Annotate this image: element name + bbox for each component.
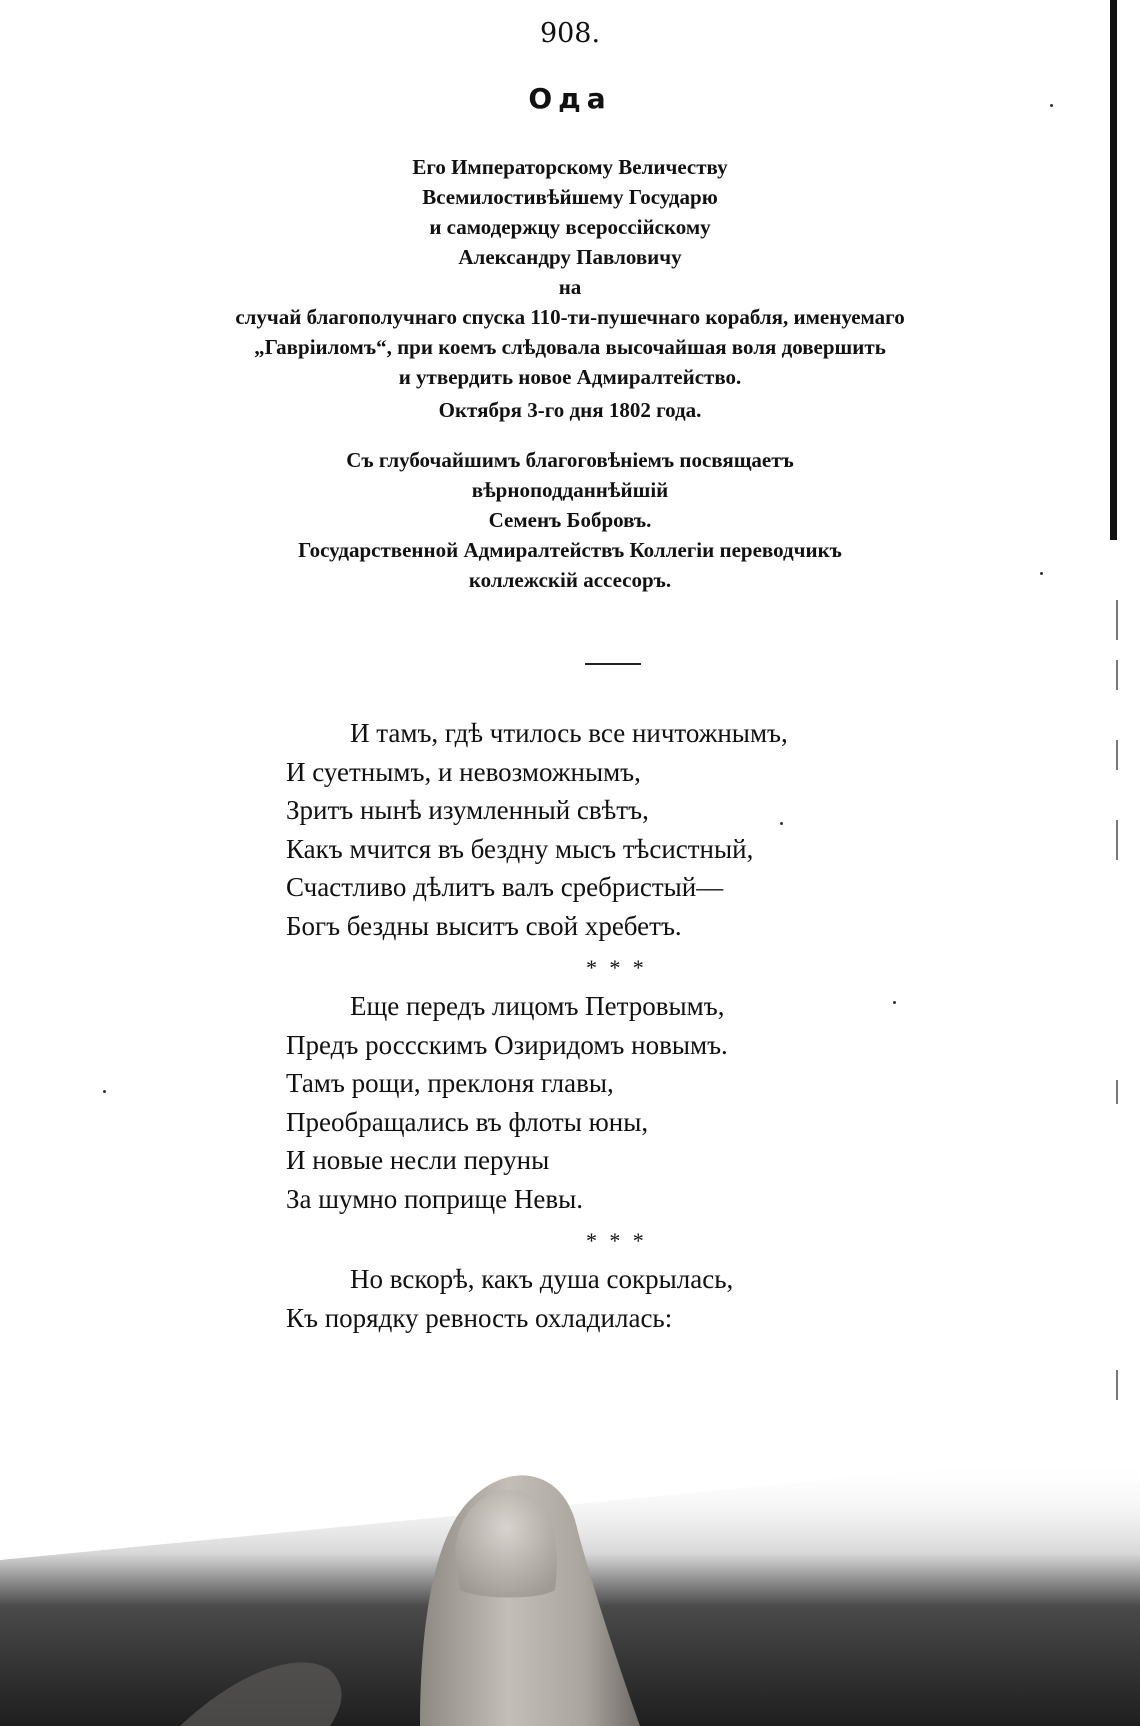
scan-speck [103,1090,106,1093]
dedication-gap [150,425,990,445]
stanza-asterism [286,945,906,987]
poem-line: Но вскорѣ, какъ душа сокрылась, [350,1264,734,1294]
scan-speck [893,1001,896,1004]
dedication-line: „Гавріиломъ“, при коемъ слѣдовала высочайшая воля довершить [254,335,886,359]
poem-line: И суетнымъ, и невозможнымъ, [286,756,641,787]
poem-line: Какъ мчится въ бездну мысъ тѣсистный, [286,833,754,864]
poem-line: И новые несли перуны [286,1145,550,1175]
poem [286,714,906,1337]
page-number: 908. [539,18,601,49]
dedication-line: Его Императорскому Величеству [412,155,728,179]
scan-edge-mark [1116,600,1118,640]
scan-photo-artifact [0,1440,1140,1726]
asterism-text: * * * [586,1228,648,1253]
asterism-text: * * * [586,955,648,980]
poem-line: Еще передъ лицомъ Петровымъ, [350,991,725,1021]
poem-line: Преобращались въ флоты юны, [286,1106,649,1137]
scan-speck [1040,572,1043,575]
dedication-date: Октября 3-го дня 1802 года. [438,398,702,422]
poem-line: Предъ россскимъ Озиридомъ новымъ. [286,1029,728,1060]
poem-line: Зритъ нынѣ изумленный свѣтъ, [286,795,649,825]
poem-line: Счастливо дѣлитъ валъ сребристый— [286,872,724,902]
dedication-line: Александру Павловичу [458,245,682,269]
dedication-line: и утвердить новое Адмиралтейство. [398,365,742,389]
author-line: коллежскій ассесоръ. [468,568,672,592]
dedication-line: на [558,275,582,299]
poem-line: Богъ бездны выситъ свой хребетъ. [286,910,682,941]
scan-edge-mark [1116,740,1118,770]
poem-line: За шумно поприще Невы. [286,1183,583,1214]
dedication-line: Всемилостивѣйшему Государю [422,185,718,209]
poem-line: Къ порядку ревность охладилась: [286,1302,673,1333]
poem-line: И тамъ, гдѣ чтилось все ничтожнымъ, [350,718,788,748]
scan-speck [1050,104,1053,107]
scan-edge-mark [1116,660,1118,690]
author-line: вѣрноподданнѣйшій [471,478,669,502]
dedication-line: и самодержцу всероссійскому [429,215,711,239]
stanza-asterism [286,1218,906,1260]
section-divider [585,663,641,665]
page-title: Ода [528,82,612,115]
dedication-line: случай благополучнаго спуска 110-ти-пушечнаго корабля, именуемаго [235,305,905,329]
poem-line: Тамъ рощи, преклоня главы, [286,1068,614,1098]
author-line: Съ глубочайшимъ благоговѣніемъ посвящаетъ [346,448,794,472]
scan-edge-border [1110,0,1117,540]
scan-edge-mark [1116,1080,1118,1104]
scan-speck [780,822,783,825]
dedication-block [150,152,990,595]
author-name: Семенъ Бобровъ. [488,508,652,532]
author-line: Государственной Адмиралтействъ Коллегіи переводчикъ [298,538,842,562]
scan-edge-mark [1116,1370,1118,1400]
scan-edge-mark [1116,820,1118,860]
